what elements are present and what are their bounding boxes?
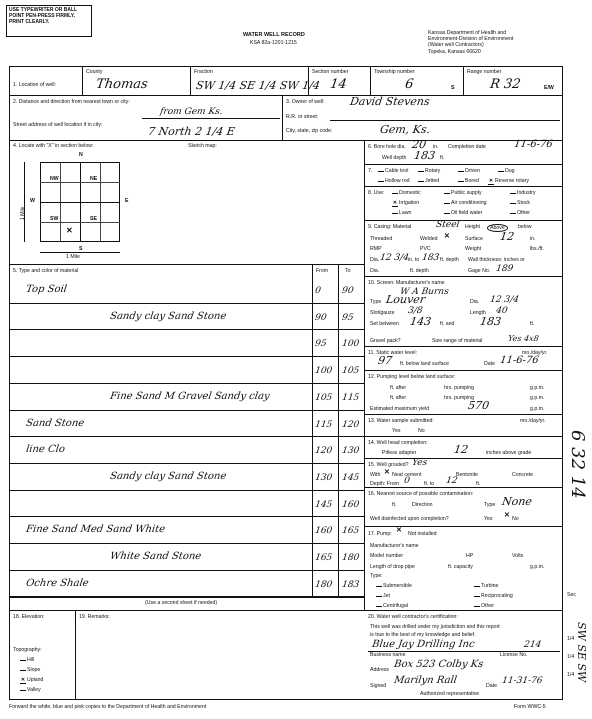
completion-label: Completion date: [448, 144, 486, 150]
pump-label: 17. Pump:: [368, 531, 392, 537]
se-label: SE: [90, 216, 97, 222]
business-name-value: Blue Jay Drilling Inc: [371, 639, 476, 650]
certification-line-1: This well was drilled under my jurisdiction and this report: [370, 624, 500, 630]
material-row-divider: [9, 303, 364, 304]
range-direction: E/W: [544, 85, 554, 91]
stamp-line-1: USE TYPEWRITER OR BALL: [9, 7, 78, 13]
material-description: Sand Stone: [25, 417, 85, 429]
locate-label: 4. Locate with "X" in section below:: [13, 143, 94, 149]
material-row-divider: [9, 543, 364, 544]
material-from: 120: [314, 446, 333, 457]
form-title: WATER WELL RECORD: [243, 32, 305, 38]
material-description: line Clo: [25, 444, 66, 456]
disinfected-label: Well disinfected upon completion?: [370, 516, 449, 522]
screen-label: 10. Screen: Manufacturer's name: [368, 280, 445, 286]
static-level-label: 11. Static water level:: [368, 350, 417, 356]
material-row-divider: [9, 463, 364, 464]
owner-label: 3. Owner of well:: [286, 99, 325, 105]
casing-to-value: 183: [421, 253, 440, 263]
rr-label: R.R. or street:: [286, 114, 319, 120]
gravel-size-label: Size range of material: [432, 338, 483, 344]
township-label: Township number: [374, 69, 415, 75]
section-number-value: 14: [329, 77, 348, 92]
pitless-above: inches above grade: [486, 450, 532, 456]
sample-yes[interactable]: Yes: [392, 428, 401, 434]
pump-reciprocating[interactable]: Reciprocating: [474, 593, 513, 599]
remarks-label: 19. Remarks:: [79, 614, 110, 620]
pump-model: Model number: [370, 553, 404, 559]
method-label: 7.: [368, 168, 373, 174]
screen-slot-label: Slot/gauze: [370, 310, 395, 316]
well-mark-x: ✕: [66, 226, 73, 235]
material-from: 0: [314, 286, 322, 296]
typewriter-instruction-box: [6, 5, 92, 37]
certification-label: 20. Water well contractor's certification:: [368, 614, 458, 620]
south-label: S: [79, 246, 83, 252]
material-row-divider: [9, 356, 364, 357]
estimated-yield-label: Estimated maximum yield: [370, 406, 430, 412]
sample-date-unit: mo./day/yr.: [520, 418, 546, 424]
method-bored[interactable]: Bored: [458, 178, 479, 184]
material-row-divider: [9, 329, 364, 330]
address-label: Address: [370, 667, 390, 673]
method-driven[interactable]: Driven: [458, 168, 480, 174]
pumping-level-label: 12. Pumping level below land surface:: [368, 374, 456, 380]
material-description: Sandy clay Sand Stone: [109, 470, 227, 482]
authorized-rep-label: Authorized representative: [420, 691, 480, 697]
casing-depth-label: ft. depth: [440, 257, 459, 263]
signature-value: Marilyn Rall: [393, 675, 458, 686]
disinfected-no-check: ✕: [504, 512, 510, 519]
screen-set-from: 143: [409, 315, 432, 328]
license-label: License No.: [500, 652, 528, 658]
elevation-label: 18. Elevation:: [13, 614, 45, 620]
gravel-size-value: Yes 4x8: [507, 334, 540, 343]
screen-dia-value: 12 3/4: [489, 295, 520, 305]
bore-label: 6. Bore hole dia.: [368, 144, 406, 150]
section-grid[interactable]: [40, 162, 120, 242]
owner-value: David Stevens: [349, 95, 431, 108]
material-row-divider: [9, 570, 364, 571]
grout-from: 0: [403, 476, 411, 486]
use-industry[interactable]: Industry: [510, 190, 535, 196]
contamination-ft: ft.: [392, 502, 397, 508]
material-row-divider: [9, 383, 364, 384]
pump-manufacturer: Manufacturer's name: [370, 543, 419, 549]
pumping-gpm-1: g.p.m.: [530, 385, 545, 391]
casing-dia2-label: Dia.: [370, 268, 380, 274]
material-to: 95: [341, 312, 355, 323]
pitless-label: Pitless adapter: [382, 450, 417, 456]
disinfected-yes[interactable]: Yes: [484, 516, 493, 522]
neat-cement-check: ✕: [384, 469, 390, 476]
margin-quarter-1: 1/4: [567, 636, 575, 642]
margin-quarter-2: 1/4: [567, 654, 575, 660]
second-sheet-note: (Use a second sheet if needed): [145, 600, 218, 606]
material-description: White Sand Stone: [109, 551, 202, 562]
casing-surface-label: Surface: [465, 236, 483, 242]
west-label: W: [30, 198, 35, 204]
contamination-type-label: Type: [484, 502, 496, 508]
agency-line-1: Kansas Department of Health and: [428, 30, 507, 36]
material-to: 183: [341, 579, 360, 590]
from-header: From: [316, 268, 329, 274]
screen-set-to: 183: [479, 315, 502, 328]
screen-set-label: Set between: [370, 321, 399, 327]
grout-ft-to: ft. to: [424, 481, 435, 487]
range-value: R 32: [489, 77, 522, 92]
topo-upland[interactable]: ✕ Upland: [20, 677, 44, 683]
material-from: 100: [314, 366, 333, 377]
casing-pvc: PVC: [420, 246, 431, 252]
agency-line-3: (Water well Contractors): [428, 42, 484, 49]
use-domestic[interactable]: Domestic: [392, 190, 421, 196]
material-from: 160: [314, 526, 333, 537]
not-installed-check: ✕: [396, 527, 402, 534]
distance-label: 2. Distance and direction from nearest town or city:: [13, 99, 130, 105]
material-from: 180: [314, 579, 333, 590]
stamp-line-2: POINT PEN-PRESS FIRMLY,: [9, 13, 75, 19]
pitless-value: 12: [453, 443, 469, 456]
casing-to-label: in. to: [408, 257, 420, 263]
grout-bentonite[interactable]: Bentonite: [456, 472, 478, 478]
county-value: Thomas: [95, 77, 149, 92]
grout-to: 12: [445, 476, 459, 486]
casing-welded: Welded: [420, 236, 438, 242]
not-installed-label[interactable]: Not installed: [408, 531, 437, 537]
county-label: County: [86, 69, 103, 75]
material-to: 180: [341, 553, 360, 563]
cert-date-value: 11-31-76: [501, 676, 544, 686]
township-direction: S: [451, 85, 455, 91]
pumping-ft-after-2: ft. after: [390, 395, 407, 401]
sw-label: SW: [50, 216, 59, 222]
material-from: 130: [314, 472, 333, 483]
use-label: 8. Use:: [368, 190, 385, 196]
pump-turbine[interactable]: Turbine: [474, 583, 498, 589]
pumping-hrs-2: hrs. pumping: [444, 395, 474, 401]
material-description: Ochre Shale: [25, 577, 90, 589]
disinfected-no[interactable]: No: [512, 516, 519, 522]
use-public-supply[interactable]: Public supply: [444, 190, 482, 196]
material-row-divider: [9, 516, 364, 517]
casing-lbs: lbs./ft.: [530, 246, 544, 252]
grout-concrete[interactable]: Concrete: [512, 472, 534, 478]
depth-unit: ft.: [440, 155, 445, 161]
material-from: 145: [314, 499, 333, 510]
sample-no[interactable]: No: [418, 428, 425, 434]
location-label: 1. Location of well:: [13, 82, 56, 88]
material-description: Top Soil: [25, 284, 68, 295]
material-row-divider: [9, 436, 364, 437]
gage-no-label: Gage No.: [468, 268, 491, 274]
pumping-gpm-2: g.p.m.: [530, 395, 545, 401]
section-number-label: Section number: [312, 69, 349, 75]
topo-valley[interactable]: Valley: [20, 687, 41, 693]
margin-quarter-3: 1/4: [567, 672, 575, 678]
pump-centrifugal[interactable]: Centrifugal: [376, 603, 408, 609]
casing-dia-label: Dia.: [370, 257, 380, 263]
material-from: 165: [314, 553, 333, 563]
static-date-label: Date: [484, 361, 495, 367]
ksa-reference: KSA 82a-1201-1215: [250, 40, 297, 46]
screen-slot-value: 3/8: [407, 306, 424, 316]
material-to: 100: [341, 339, 360, 350]
nw-label: NW: [50, 176, 59, 182]
pumping-ft-after-1: ft. after: [390, 385, 407, 391]
use-other[interactable]: Other: [510, 210, 530, 216]
east-label: E: [125, 198, 129, 204]
grout-ft: ft.: [476, 481, 481, 487]
ne-label: NE: [90, 176, 98, 182]
casing-height-label: Height: [465, 224, 480, 230]
contamination-type-value: None: [501, 495, 533, 508]
agency-block: [428, 30, 513, 55]
grouted-value: Yes: [411, 458, 428, 468]
material-row-divider: [9, 490, 364, 491]
method-dug[interactable]: Dug: [498, 168, 515, 174]
material-to: 115: [341, 392, 360, 403]
street-value: 7 North 2 1/4 E: [147, 125, 236, 138]
pump-volts: Volts: [512, 553, 524, 559]
signed-label: Signed: [370, 683, 387, 689]
pump-jet[interactable]: Jet: [376, 593, 390, 599]
form-number: Form WWC-5: [514, 704, 546, 710]
estimated-gpm: g.p.m.: [530, 406, 545, 412]
footer-instructions: Forward the white, blue and pink copies to the Department of Health and Environment: [9, 704, 207, 710]
pump-hp: HP: [466, 553, 474, 559]
fraction-label: Fraction: [194, 69, 213, 75]
wellhead-label: 14. Well head completion:: [368, 440, 428, 446]
margin-handwritten-annotation: 6 32 14: [567, 430, 588, 499]
cert-date-label: Date: [486, 683, 497, 689]
casing-wall-label: Wall thickness: inches or: [468, 257, 525, 263]
grout-with: With: [370, 472, 381, 478]
grout-depth-label: Depth: From: [370, 481, 399, 487]
topography-label: Topography:: [13, 647, 42, 653]
casing-gage-depth: ft. depth: [410, 268, 429, 274]
use-stock[interactable]: Stock: [510, 200, 530, 206]
screen-ft: ft.: [530, 321, 535, 327]
sketch-map-label: Sketch map:: [188, 143, 217, 149]
material-description: Fine Sand Med Sand White: [25, 524, 166, 536]
material-to: 130: [341, 446, 360, 457]
material-from: 115: [314, 419, 333, 430]
distance-value: from Gem Ks.: [159, 107, 224, 117]
casing-label: 9. Casing: Material: [368, 224, 412, 230]
mile-scale-horizontal: 1 Mile: [66, 254, 80, 260]
depth-value: 183: [413, 149, 436, 162]
method-reverse-rotary[interactable]: ✕ Reverse rotary: [488, 178, 530, 184]
material-from: 105: [314, 392, 333, 403]
city-value: Gem, Ks.: [379, 123, 432, 136]
agency-line-4: Topeka, Kansas 66620: [428, 48, 481, 55]
material-label: 5. Type and color of material: [13, 268, 79, 274]
pump-submersible[interactable]: Submersible: [376, 583, 412, 589]
material-description: Sandy clay Sand Stone: [109, 310, 227, 322]
screen-manufacturer: W A Burns: [399, 287, 450, 297]
casing-threaded: Threaded: [370, 236, 393, 242]
certification-line-2: is true to the best of my knowledge and belief.: [370, 632, 476, 638]
welded-check: ✕: [444, 233, 450, 240]
margin-quarter-sections: SW SE SW: [575, 622, 588, 683]
material-to: 145: [341, 472, 360, 483]
business-name-label: Business name: [370, 652, 406, 658]
bore-unit: in.: [433, 144, 439, 150]
use-air-conditioning[interactable]: Air conditioning: [444, 200, 486, 206]
margin-sec-label: Sec: [567, 592, 576, 598]
agency-line-2: Environment-Division of Environment: [428, 36, 514, 43]
pumping-hrs-1: hrs. pumping: [444, 385, 474, 391]
static-date-unit: mo./day/yr.: [522, 350, 548, 356]
fraction-value: SW 1/4 SE 1/4 SW 1/4: [195, 79, 321, 92]
range-label: Range number: [467, 69, 502, 75]
screen-length-label: Length: [470, 310, 486, 316]
mile-scale-vertical: 1 Mile: [20, 206, 26, 220]
pump-type-label: Type:: [370, 573, 383, 579]
gage-no-value: 189: [495, 264, 514, 274]
casing-dia-value: 12 3/4: [379, 253, 410, 263]
screen-length-value: 40: [495, 306, 509, 316]
city-label: City, state, zip code:: [286, 128, 333, 134]
gravel-label: Gravel pack?: [370, 338, 401, 344]
screen-dia-label: Dia.: [470, 299, 480, 305]
contamination-label: 16. Nearest source of possible contamination:: [368, 491, 474, 497]
township-value: 6: [404, 77, 415, 92]
depth-label: Well depth: [382, 155, 407, 161]
pump-drop: Length of drop pipe: [370, 564, 415, 570]
casing-surface-value: 12: [499, 230, 515, 243]
method-cable-tool[interactable]: Cable tool: [378, 168, 408, 174]
screen-type-value: Louver: [385, 293, 426, 306]
screen-ft-and: ft. and: [440, 321, 455, 327]
contamination-direction: Direction: [412, 502, 433, 508]
use-irrigation[interactable]: ✕ Irrigation: [392, 200, 420, 206]
license-value: 214: [523, 640, 542, 650]
pump-gpm: g.p.m.: [530, 564, 545, 570]
sample-label: 13. Water sample submitted:: [368, 418, 434, 424]
casing-below-label: below: [518, 224, 532, 230]
material-to: 105: [341, 366, 360, 377]
casing-material: Steel: [435, 220, 461, 230]
topo-slope[interactable]: Slope: [20, 667, 40, 673]
static-date-value: 11-6-76: [499, 355, 540, 366]
screen-type-label: Type: [370, 299, 382, 305]
street-label: Street address of well location if in city:: [13, 122, 103, 128]
to-header: To: [345, 268, 351, 274]
grout-neat[interactable]: Neat cement: [392, 472, 422, 478]
grouted-label: 15. Well grouted?: [368, 462, 409, 468]
use-oil-field[interactable]: Oil field water: [444, 210, 482, 216]
address-value: Box 523 Colby Ks: [393, 659, 484, 670]
material-from: 95: [314, 339, 328, 350]
material-from: 90: [314, 312, 328, 323]
north-label: N: [79, 152, 83, 158]
stamp-line-3: PRINT CLEARLY.: [9, 19, 50, 25]
bore-value: 20: [411, 138, 427, 151]
casing-rmp: RMP: [370, 246, 382, 252]
method-rotary[interactable]: Rotary: [418, 168, 440, 174]
casing-above-circled: Above: [487, 224, 508, 232]
casing-weight: Weight: [465, 246, 482, 252]
material-to: 160: [341, 499, 360, 510]
material-to: 165: [341, 526, 360, 537]
use-lawn[interactable]: Lawn: [392, 210, 411, 216]
method-hollow-rod[interactable]: Hollow rod: [378, 178, 410, 184]
topo-hill[interactable]: Hill: [20, 657, 34, 663]
estimated-yield-value: 570: [467, 399, 490, 412]
material-to: 90: [341, 286, 355, 296]
pump-other[interactable]: Other: [474, 603, 494, 609]
static-level-value: 97: [377, 354, 393, 367]
static-below-label: ft. below land surface: [400, 361, 450, 367]
material-description: Fine Sand M Gravel Sandy clay: [109, 390, 271, 402]
pump-capacity: ft. capacity: [448, 564, 473, 570]
completion-value: 11-6-76: [513, 139, 554, 150]
method-jetted[interactable]: Jetted: [418, 178, 439, 184]
material-to: 120: [341, 419, 360, 430]
casing-in: in.: [530, 236, 536, 242]
material-row-divider: [9, 410, 364, 411]
